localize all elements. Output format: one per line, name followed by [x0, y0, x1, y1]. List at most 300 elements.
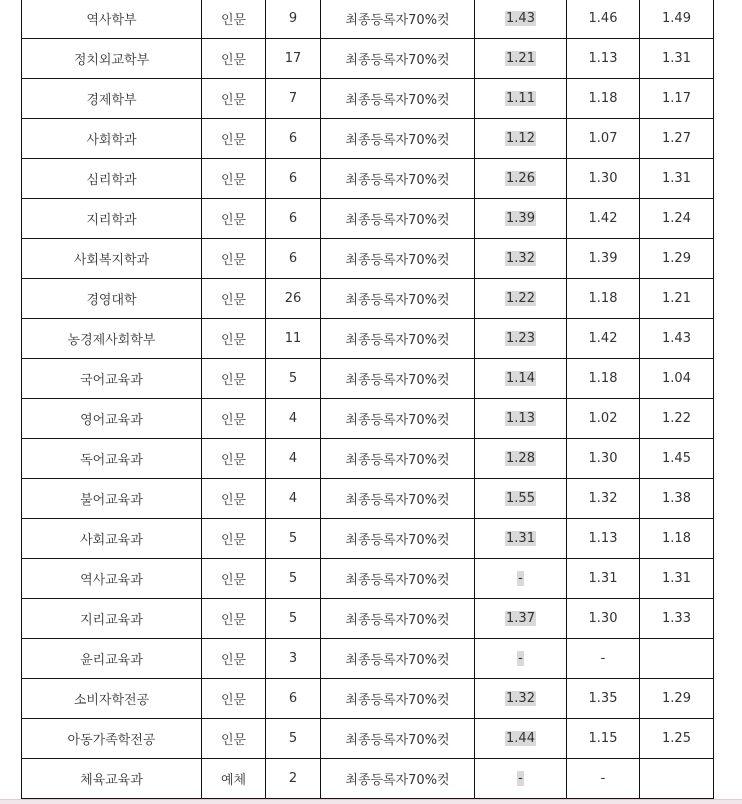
table-row	[22, 679, 714, 719]
cell-grade-2024	[475, 519, 567, 559]
quota-value: 5	[288, 611, 298, 626]
cell-grade-2022	[640, 519, 714, 559]
criterion-value: 최종등록자70%컷	[345, 13, 450, 28]
quota-value: 6	[288, 211, 298, 226]
criterion-value: 최종등록자70%컷	[345, 93, 450, 108]
cell-quota	[266, 119, 321, 159]
category-value: 인문	[220, 213, 247, 228]
cell-grade-2023	[567, 359, 640, 399]
cell-grade-2024	[475, 679, 567, 719]
cell-criterion	[321, 439, 475, 479]
cell-grade-2024	[475, 0, 567, 39]
grade-2022-value: 1.43	[662, 331, 691, 346]
cell-grade-2022	[640, 239, 714, 279]
grade-2023-value: -	[600, 771, 606, 786]
cell-category	[202, 199, 266, 239]
cell-department	[22, 79, 202, 119]
grade-2024-value: 1.44	[506, 731, 535, 746]
criterion-value: 최종등록자70%컷	[345, 573, 450, 588]
cell-grade-2024	[475, 359, 567, 399]
cell-category	[202, 479, 266, 519]
cell-grade-2024	[475, 479, 567, 519]
table-row	[22, 599, 714, 639]
cell-department	[22, 479, 202, 519]
grade-2024-value: 1.13	[506, 411, 535, 426]
grade-2024-value: 1.12	[506, 131, 535, 146]
grade-2024-value: 1.11	[506, 91, 535, 106]
criterion-value: 최종등록자70%컷	[345, 293, 450, 308]
cell-grade-2022	[640, 759, 714, 799]
cell-category	[202, 79, 266, 119]
grade-2024-value: 1.22	[506, 291, 535, 306]
category-value: 인문	[220, 653, 247, 668]
table-row	[22, 119, 714, 159]
grade-2023-value: 1.35	[588, 691, 618, 706]
category-value: 인문	[220, 533, 247, 548]
cell-quota	[266, 239, 321, 279]
department-value: 독어교육과	[80, 453, 143, 468]
cell-quota	[266, 39, 321, 79]
quota-value: 17	[284, 51, 302, 66]
cell-criterion	[321, 79, 475, 119]
grade-2023-value: 1.07	[588, 131, 618, 146]
category-value: 인문	[220, 293, 247, 308]
department-value: 체육교육과	[80, 773, 143, 788]
criterion-value: 최종등록자70%컷	[345, 773, 450, 788]
cell-grade-2023	[567, 519, 640, 559]
cell-department	[22, 119, 202, 159]
department-value: 사회교육과	[80, 533, 143, 548]
cell-grade-2022	[640, 719, 714, 759]
admissions-table	[21, 0, 714, 799]
cell-department	[22, 639, 202, 679]
cell-category	[202, 439, 266, 479]
cell-criterion	[321, 479, 475, 519]
cell-grade-2022	[640, 159, 714, 199]
cell-grade-2024	[475, 399, 567, 439]
quota-value: 2	[288, 771, 298, 786]
cell-department	[22, 719, 202, 759]
quota-value: 5	[288, 731, 298, 746]
cell-department	[22, 0, 202, 39]
category-value: 인문	[220, 693, 247, 708]
grade-2024-value: 1.28	[506, 451, 535, 466]
grade-2023-value: 1.13	[588, 531, 618, 546]
department-value: 사회복지학과	[73, 253, 150, 268]
cell-grade-2022	[640, 199, 714, 239]
cell-quota	[266, 559, 321, 599]
cell-grade-2022	[640, 79, 714, 119]
cell-grade-2024	[475, 719, 567, 759]
category-value: 인문	[220, 53, 247, 68]
quota-value: 6	[288, 251, 298, 266]
cell-grade-2024	[475, 559, 567, 599]
grade-2023-value: 1.46	[588, 11, 618, 26]
table-row	[22, 319, 714, 359]
cell-criterion	[321, 719, 475, 759]
category-value: 인문	[220, 413, 247, 428]
grade-2022-value: 1.31	[662, 51, 691, 66]
category-value: 인문	[220, 733, 247, 748]
table-row	[22, 399, 714, 439]
cell-quota	[266, 79, 321, 119]
cell-department	[22, 439, 202, 479]
cell-category	[202, 719, 266, 759]
grade-2023-value: 1.42	[588, 331, 618, 346]
table-row	[22, 0, 714, 39]
table-row	[22, 439, 714, 479]
cell-grade-2023	[567, 319, 640, 359]
cell-category	[202, 399, 266, 439]
quota-value: 5	[288, 371, 298, 386]
cell-grade-2023	[567, 639, 640, 679]
cell-quota	[266, 519, 321, 559]
cell-grade-2023	[567, 679, 640, 719]
department-value: 소비자학전공	[73, 693, 150, 708]
cell-department	[22, 239, 202, 279]
grade-2024-value: 1.23	[506, 331, 535, 346]
cell-department	[22, 759, 202, 799]
cell-criterion	[321, 679, 475, 719]
grade-2022-value: 1.27	[662, 131, 691, 146]
department-value: 경영대학	[86, 293, 137, 308]
cell-category	[202, 599, 266, 639]
cell-grade-2024	[475, 319, 567, 359]
category-value: 인문	[220, 333, 247, 348]
cell-grade-2022	[640, 639, 714, 679]
cell-criterion	[321, 239, 475, 279]
department-value: 국어교육과	[80, 373, 143, 388]
cell-criterion	[321, 599, 475, 639]
grade-2023-value: 1.32	[588, 491, 618, 506]
grade-2022-value: 1.17	[662, 91, 691, 106]
grade-2022-value: 1.25	[662, 731, 691, 746]
criterion-value: 최종등록자70%컷	[345, 533, 450, 548]
table-row	[22, 719, 714, 759]
grade-2022-value: 1.29	[662, 251, 691, 266]
grade-2024-value: 1.26	[506, 171, 535, 186]
department-value: 지리학과	[86, 213, 137, 228]
category-value: 인문	[220, 173, 247, 188]
cell-grade-2024	[475, 239, 567, 279]
cell-grade-2023	[567, 239, 640, 279]
department-value: 사회학과	[86, 133, 137, 148]
criterion-value: 최종등록자70%컷	[345, 733, 450, 748]
department-value: 영어교육과	[80, 413, 143, 428]
cell-grade-2024	[475, 639, 567, 679]
cell-grade-2022	[640, 39, 714, 79]
grade-2023-value: 1.13	[588, 51, 618, 66]
grade-2023-value: 1.31	[588, 571, 618, 586]
cell-department	[22, 599, 202, 639]
cell-quota	[266, 279, 321, 319]
grade-2024-value: -	[518, 771, 523, 786]
grade-2022-value: 1.21	[662, 291, 691, 306]
criterion-value: 최종등록자70%컷	[345, 413, 450, 428]
department-value: 아동가족학전공	[67, 733, 156, 748]
cell-category	[202, 0, 266, 39]
table-body	[22, 0, 714, 799]
cell-criterion	[321, 199, 475, 239]
criterion-value: 최종등록자70%컷	[345, 173, 450, 188]
criterion-value: 최종등록자70%컷	[345, 53, 450, 68]
cell-grade-2024	[475, 79, 567, 119]
cell-department	[22, 679, 202, 719]
department-value: 윤리교육과	[80, 653, 143, 668]
cell-criterion	[321, 279, 475, 319]
criterion-value: 최종등록자70%컷	[345, 493, 450, 508]
grade-2023-value: 1.39	[588, 251, 618, 266]
cell-grade-2023	[567, 79, 640, 119]
cell-grade-2022	[640, 559, 714, 599]
cell-quota	[266, 359, 321, 399]
grade-2024-value: -	[518, 571, 523, 586]
quota-value: 5	[288, 531, 298, 546]
cell-department	[22, 519, 202, 559]
grade-2022-value: 1.04	[662, 371, 691, 386]
cell-criterion	[321, 159, 475, 199]
page-bottom-edge	[0, 799, 742, 804]
cell-criterion	[321, 759, 475, 799]
cell-category	[202, 679, 266, 719]
quota-value: 9	[288, 11, 298, 26]
quota-value: 5	[288, 571, 298, 586]
cell-quota	[266, 599, 321, 639]
grade-2024-value: 1.31	[506, 531, 535, 546]
cell-grade-2022	[640, 679, 714, 719]
table-row	[22, 479, 714, 519]
category-value: 인문	[220, 453, 247, 468]
grade-2023-value: 1.42	[588, 211, 618, 226]
category-value: 인문	[220, 493, 247, 508]
cell-grade-2022	[640, 319, 714, 359]
cell-quota	[266, 159, 321, 199]
cell-department	[22, 279, 202, 319]
quota-value: 4	[288, 411, 298, 426]
grade-2024-value: 1.43	[506, 11, 535, 26]
cell-grade-2024	[475, 279, 567, 319]
quota-value: 4	[288, 491, 298, 506]
department-value: 불어교육과	[80, 493, 143, 508]
cell-grade-2023	[567, 119, 640, 159]
cell-grade-2024	[475, 39, 567, 79]
grade-2022-value: 1.18	[662, 531, 691, 546]
department-value: 농경제사회학부	[67, 333, 156, 348]
quota-value: 11	[284, 331, 302, 346]
grade-2022-value: 1.49	[662, 11, 691, 26]
grade-2023-value: 1.15	[588, 731, 618, 746]
table-row	[22, 359, 714, 399]
cell-quota	[266, 319, 321, 359]
category-value: 예체	[220, 773, 247, 788]
quota-value: 7	[288, 91, 298, 106]
grade-2023-value: 1.02	[588, 411, 618, 426]
cell-grade-2023	[567, 439, 640, 479]
cell-department	[22, 559, 202, 599]
grade-2022-value: 1.22	[662, 411, 691, 426]
cell-grade-2024	[475, 119, 567, 159]
cell-grade-2022	[640, 479, 714, 519]
category-value: 인문	[220, 373, 247, 388]
cell-grade-2023	[567, 279, 640, 319]
grade-2024-value: -	[518, 651, 523, 666]
grade-2023-value: 1.18	[588, 91, 618, 106]
cell-grade-2022	[640, 439, 714, 479]
cell-criterion	[321, 559, 475, 599]
cell-criterion	[321, 0, 475, 39]
criterion-value: 최종등록자70%컷	[345, 613, 450, 628]
grade-2022-value: 1.31	[662, 171, 691, 186]
cell-category	[202, 159, 266, 199]
cell-category	[202, 319, 266, 359]
grade-2022-value: 1.31	[662, 571, 691, 586]
cell-grade-2023	[567, 759, 640, 799]
grade-2023-value: 1.30	[588, 611, 618, 626]
cell-grade-2023	[567, 399, 640, 439]
cell-grade-2022	[640, 119, 714, 159]
table-row	[22, 279, 714, 319]
cell-criterion	[321, 319, 475, 359]
cell-grade-2023	[567, 39, 640, 79]
cell-quota	[266, 639, 321, 679]
category-value: 인문	[220, 253, 247, 268]
grade-2022-value: 1.33	[662, 611, 691, 626]
criterion-value: 최종등록자70%컷	[345, 213, 450, 228]
cell-department	[22, 319, 202, 359]
grade-2024-value: 1.14	[506, 371, 535, 386]
grade-2024-value: 1.55	[506, 491, 535, 506]
cell-quota	[266, 759, 321, 799]
grade-2024-value: 1.37	[506, 611, 535, 626]
grade-2023-value: -	[600, 651, 606, 666]
cell-category	[202, 559, 266, 599]
criterion-value: 최종등록자70%컷	[345, 693, 450, 708]
cell-grade-2022	[640, 0, 714, 39]
grade-2024-value: 1.32	[506, 251, 535, 266]
cell-department	[22, 399, 202, 439]
grade-2023-value: 1.18	[588, 371, 618, 386]
cell-department	[22, 199, 202, 239]
cell-category	[202, 519, 266, 559]
cell-grade-2023	[567, 199, 640, 239]
cell-quota	[266, 399, 321, 439]
criterion-value: 최종등록자70%컷	[345, 453, 450, 468]
category-value: 인문	[220, 133, 247, 148]
cell-grade-2024	[475, 599, 567, 639]
cell-grade-2024	[475, 159, 567, 199]
table-row	[22, 79, 714, 119]
cell-quota	[266, 719, 321, 759]
cell-department	[22, 39, 202, 79]
department-value: 역사교육과	[80, 573, 143, 588]
cell-quota	[266, 679, 321, 719]
cell-grade-2022	[640, 399, 714, 439]
criterion-value: 최종등록자70%컷	[345, 373, 450, 388]
table-row	[22, 559, 714, 599]
cell-grade-2023	[567, 719, 640, 759]
grade-2023-value: 1.30	[588, 451, 618, 466]
quota-value: 4	[288, 451, 298, 466]
quota-value: 6	[288, 691, 298, 706]
cell-criterion	[321, 39, 475, 79]
criterion-value: 최종등록자70%컷	[345, 133, 450, 148]
cell-category	[202, 279, 266, 319]
cell-quota	[266, 0, 321, 39]
category-value: 인문	[220, 573, 247, 588]
cell-grade-2023	[567, 479, 640, 519]
cell-category	[202, 639, 266, 679]
cell-grade-2023	[567, 599, 640, 639]
cell-department	[22, 159, 202, 199]
cell-grade-2024	[475, 199, 567, 239]
cell-grade-2023	[567, 559, 640, 599]
cell-category	[202, 119, 266, 159]
cell-category	[202, 39, 266, 79]
quota-value: 26	[284, 291, 302, 306]
category-value: 인문	[220, 93, 247, 108]
cell-category	[202, 239, 266, 279]
department-value: 역사학부	[86, 13, 137, 28]
cell-grade-2023	[567, 0, 640, 39]
cell-category	[202, 759, 266, 799]
criterion-value: 최종등록자70%컷	[345, 253, 450, 268]
table-row	[22, 759, 714, 799]
table-row	[22, 159, 714, 199]
cell-criterion	[321, 639, 475, 679]
quota-value: 6	[288, 131, 298, 146]
table-row	[22, 639, 714, 679]
grade-2024-value: 1.21	[506, 51, 535, 66]
cell-quota	[266, 479, 321, 519]
grade-2023-value: 1.30	[588, 171, 618, 186]
grade-2023-value: 1.18	[588, 291, 618, 306]
cell-criterion	[321, 119, 475, 159]
grade-2022-value: 1.38	[662, 491, 691, 506]
cell-grade-2023	[567, 159, 640, 199]
grade-2024-value: 1.39	[506, 211, 535, 226]
table-row	[22, 239, 714, 279]
criterion-value: 최종등록자70%컷	[345, 653, 450, 668]
cell-category	[202, 359, 266, 399]
grade-2022-value: 1.24	[662, 211, 691, 226]
cell-criterion	[321, 399, 475, 439]
quota-value: 3	[288, 651, 298, 666]
department-value: 정치외교학부	[73, 53, 150, 68]
cell-grade-2022	[640, 359, 714, 399]
table-row	[22, 199, 714, 239]
quota-value: 6	[288, 171, 298, 186]
department-value: 심리학과	[86, 173, 137, 188]
grade-2022-value: 1.45	[662, 451, 691, 466]
category-value: 인문	[220, 613, 247, 628]
cell-grade-2022	[640, 599, 714, 639]
grade-2024-value: 1.32	[506, 691, 535, 706]
cell-grade-2022	[640, 279, 714, 319]
category-value: 인문	[220, 13, 247, 28]
department-value: 경제학부	[86, 93, 137, 108]
department-value: 지리교육과	[80, 613, 143, 628]
cell-department	[22, 359, 202, 399]
grade-2022-value: 1.29	[662, 691, 691, 706]
cell-quota	[266, 439, 321, 479]
cell-criterion	[321, 359, 475, 399]
cell-quota	[266, 199, 321, 239]
cell-grade-2024	[475, 439, 567, 479]
cell-criterion	[321, 519, 475, 559]
table-row	[22, 519, 714, 559]
cell-grade-2024	[475, 759, 567, 799]
table-row	[22, 39, 714, 79]
